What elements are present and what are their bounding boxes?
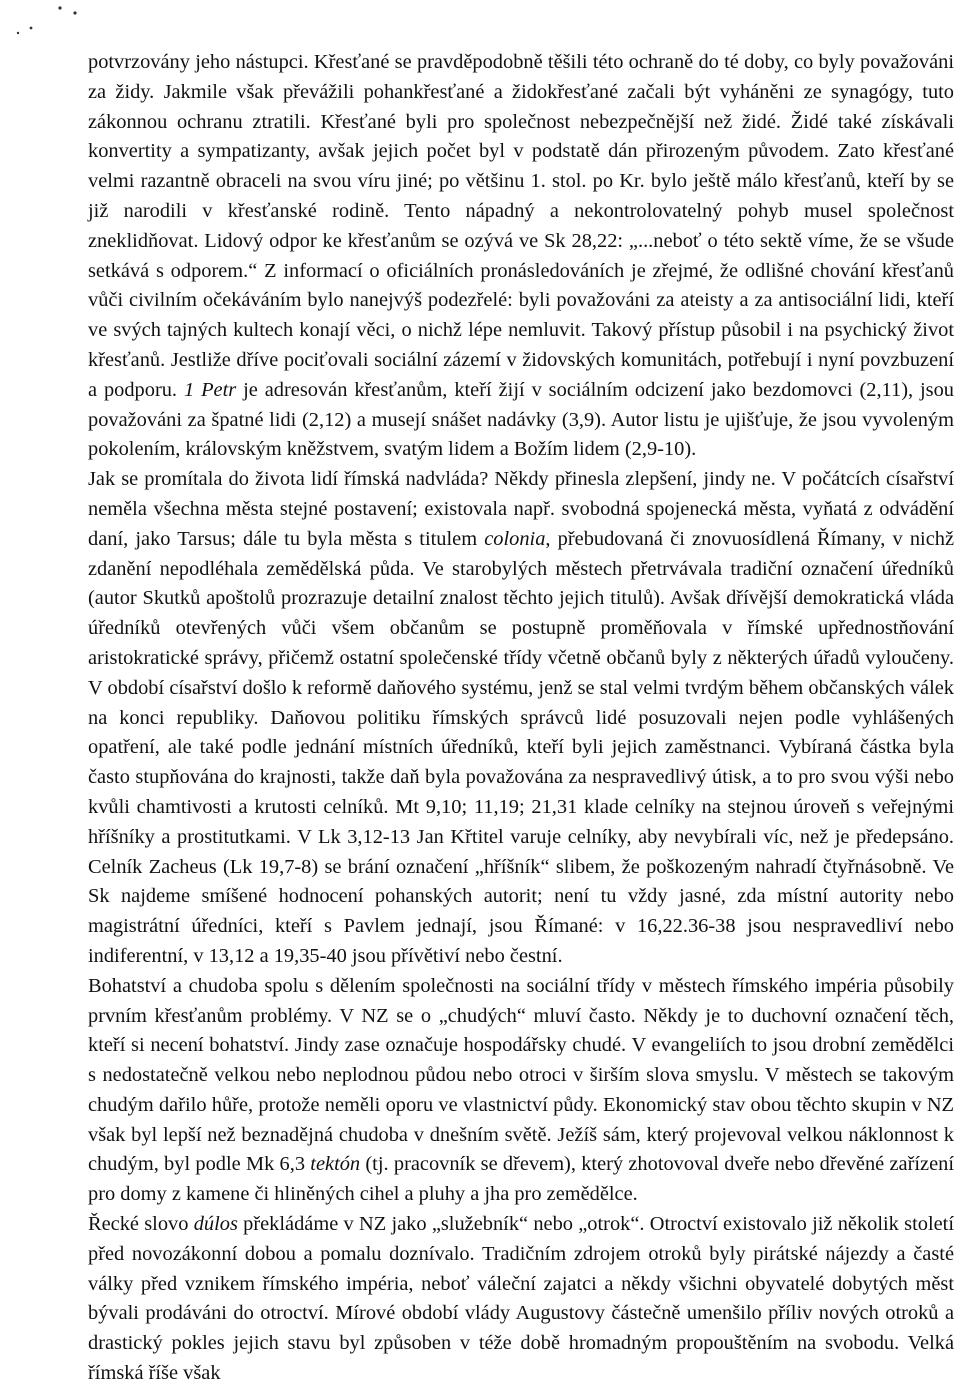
paragraph-4 bbox=[88, 1210, 954, 1389]
text-run: , přebudovaná či znovuosídlená Římany, v nichž zdanění nepodléhala zemědělská půda. Ve starobylých městech přetrvávala tradiční označení úředníků (autor Skutků apoštolů prozrazuje detailní znalost těchto jejich titulů). Avšak dřívější demokratická vláda úředníků otevřených vůči všem občanům se postupně proměňovala v římské upřednostňování aristokratické správy, přičemž ostatní společenské třídy včetně občanů byly z některých úřadů vyloučeny. V období císařství došlo k reformě daňového systému, jenž se stal velmi tvrdým během občanských válek na konci republiky. Daňovou politiku římských správců lidé posuzovali nejen podle vyhlášených opatření, ale také podle jednání místních úředníků, kteří byli jejich zaměstnanci. Vybíraná částka byla často stupňována do krajnosti, takže daň byla považována za nespravedlivý útisk, a to pro svou výši nebo kvůli chamtivosti a krutosti celníků. Mt 9,10; 11,19; 21,31 klade celníky na stejnou úroveň s veřejnými hříšníky a prostitutkami. V Lk 3,12-13 Jan Křtitel varuje celníky, aby nevybírali víc, než je předepsáno. Celník Zacheus (Lk 19,7-8) se brání označení „hříšník“ slibem, že poškozeným nahradí čtyřnásobně. Ve Sk najdeme smíšené hodnocení pohanských autorit; není tu vždy jasné, zda místní autority nebo magistrátní úředníci, kteří s Pavlem jednají, jsou Římané: v 16,22.36-38 jsou nespravedliví nebo indiferentní, v 13,12 a 19,35-40 jsou přívětiví nebo čestní. bbox=[88, 527, 954, 967]
text-run: (tj. pracovník se dřevem), který zhotovoval dveře nebo dřevěné zařízení pro domy z kamene či hliněných cihel a pluhy a jha pro zemědělce. bbox=[88, 1153, 954, 1206]
italic-term: dúlos bbox=[193, 1213, 238, 1236]
text-run: Jak se promítala do života lidí římská nadvláda? Někdy přinesla zlepšení, jindy ne. V počátcích císařství neměla všechna města stejné postavení; existovala např. svobodná spojenecká města, vyňatá z odvádění daní, jako Tarsus; dále tu byla města s titulem bbox=[88, 468, 954, 550]
text-run: Bohatství a chudoba spolu s dělením společnosti na sociální třídy v městech římského impéria působily prvním křesťanům problémy. V NZ se o „chudých“ mluví často. Někdy je to duchovní označení těch, kteří si necení bohatství. Jindy zase označuje hospodářsky chudé. V evangeliích to jsou drobní zemědělci s nedostatečně velkou nebo neplodnou půdou nebo otroci v širším slova smyslu. V městech se takovým chudým dařilo hůře, protože neměli oporu ve vlastnictví půdy. Ekonomický stav obou těchto skupin v NZ však byl lepší než beznadějná chudoba v dnešním světě. Ježíš sám, který projevoval velkou náklonnost k chudým, byl podle Mk 6,3 bbox=[88, 974, 954, 1176]
text-run: překládáme v NZ jako „služebník“ nebo „otrok“. Otroctví existovalo již několik století před novozákonní dobou a pomalu doznívalo. Tradičním zdrojem otroků byly pirátské nájezdy a časté války před vznikem římského impéria, neboť váleční zajatci a někdy všichni obyvatelé dobytých měst bývali prodáváni do otroctví. Mírové období vlády Augustovy částečně umenšilo příliv nových otroků a drastický pokles jejich stavu byl způsoben v téže době hromadným propouštěním na svobodu. Velká římská říše však bbox=[88, 1213, 954, 1385]
italic-term: tektón bbox=[310, 1153, 361, 1176]
paragraph-2 bbox=[88, 465, 954, 972]
text-run: je adresován křesťanům, kteří žijí v sociálním odcizení jako bezdomovci (2,11), jsou považováni za špatné lidi (2,12) a musejí snášet nadávky (3,9). Autor listu je ujišťuje, že jsou vyvoleným pokolením, královským kněžstvem, svatým lidem a Božím lidem (2,9-10). bbox=[88, 378, 954, 461]
text-run: potvrzovány jeho nástupci. Křesťané se pravděpodobně těšili této ochraně do té doby, co byly považováni za židy. Jakmile však převážili pohankřesťané a židokřesťané začali být vyháněni ze synagógy, tuto zákonnou ochranu ztratili. Křesťané byli pro společnost nebezpečnější než židé. Židé také získávali konvertity a sympatizanty, avšak jejich počet byl v podstatě dán přirozeným původem. Zato křesťané velmi razantně obraceli na svou víru jiné; po většinu 1. stol. po Kr. bylo ještě málo křesťanů, kteří by se již narodili v křesťanské rodině. Tento nápadný a nekontrolovatelný pohyb musel společnost zneklidňovat. Lidový odpor ke křesťanům se ozývá ve Sk 28,22: „...neboť o této sektě víme, že se všude setkává s odporem.“ Z informací o oficiálních pronásledováních je zřejmé, že odlišné chování křesťanů vůči civilním očekáváním bylo nanejvýš podezřelé: byli považováni za ateisty a za antisociální lidi, kteří ve svých tajných kultech konají věci, o nichž lépe nemluvit. Takový přístup působil i na psychický život křesťanů. Jestliže dříve pociťovali sociální zázemí v židovských komunitách, potřebují i nyní povzbuzení a podporu. bbox=[88, 51, 954, 401]
text-run: Řecké slovo bbox=[88, 1213, 194, 1236]
italic-term: colonia bbox=[484, 527, 546, 550]
italic-term: 1 Petr bbox=[183, 378, 237, 401]
paragraph-1 bbox=[88, 48, 954, 465]
document-body bbox=[88, 48, 954, 1389]
scan-specks bbox=[0, 0, 130, 50]
paragraph-3 bbox=[88, 972, 954, 1210]
